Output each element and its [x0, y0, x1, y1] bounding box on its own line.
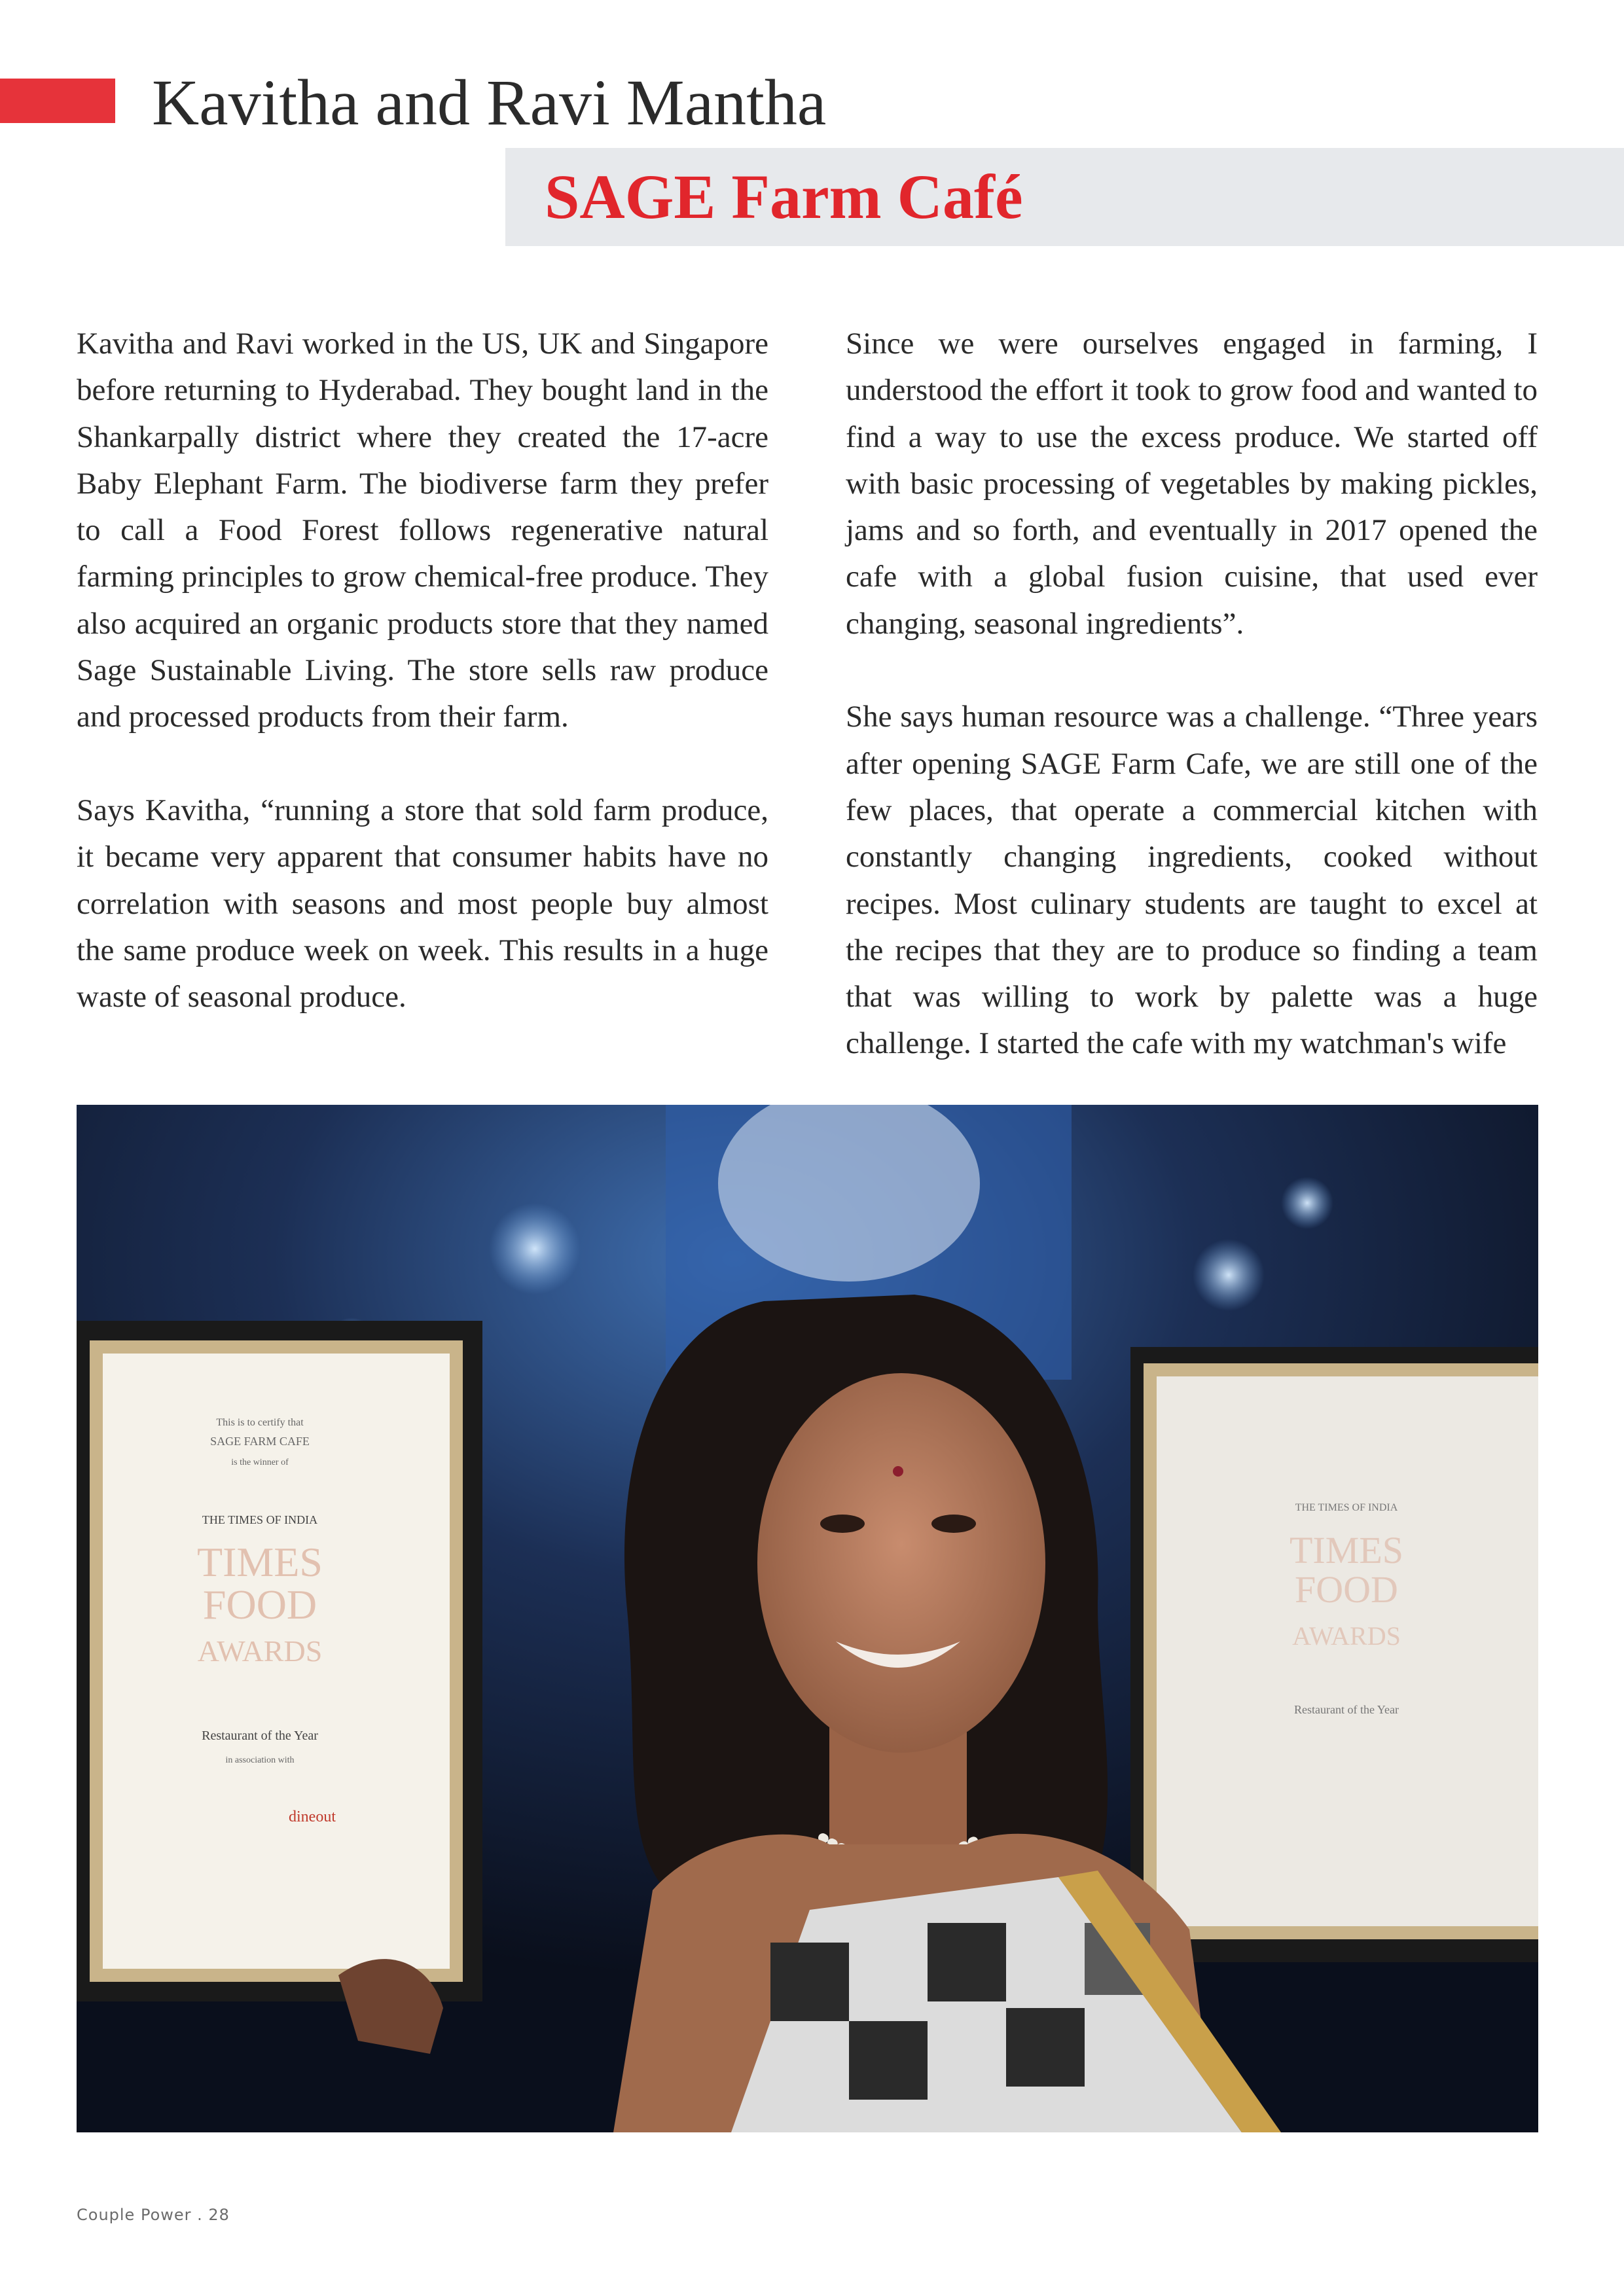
paragraph: Says Kavitha, “running a store that sold farm produce, it became very apparent that consumer habits have no correlation with seasons and most people buy almost the same produce week on week. This results in a huge waste of seasonal produce.: [77, 793, 768, 1014]
certificate-text: SAGE FARM CAFE: [210, 1435, 310, 1448]
bokeh-light: [1281, 1177, 1333, 1229]
certificate-award: AWARDS: [197, 1634, 323, 1668]
certificate-award: AWARDS: [1292, 1621, 1401, 1651]
red-accent-bar: [0, 79, 115, 123]
certificate-frame-left: [77, 1321, 482, 2001]
certificate-award: FOOD: [202, 1581, 317, 1628]
certificate-text: is the winner of: [231, 1458, 289, 1467]
bindi: [893, 1466, 903, 1477]
paragraph: Since we were ourselves engaged in farming, I understood the effort it took to grow food and wanted to find a way to use the excess produce. We started off with basic processing of vegetables by making pickles, jams and so forth, and eventually in 2017 opened the cafe with a global fusion cuisine, that used ever changing, seasonal ingredients”.: [846, 327, 1538, 641]
certificate-publisher: THE TIMES OF INDIA: [1295, 1502, 1398, 1513]
article-subtitle: SAGE Farm Café: [545, 162, 1023, 232]
certificate-text: in association with: [225, 1755, 295, 1765]
right-column: [846, 321, 1538, 1067]
certificate-category: Restaurant of the Year: [202, 1729, 318, 1743]
certificate-award: FOOD: [1295, 1568, 1398, 1611]
bokeh-light: [489, 1203, 581, 1295]
left-column: [77, 321, 768, 1020]
certificate-frame-right: [1130, 1347, 1538, 1962]
certificate-text: This is to certify that: [216, 1417, 304, 1428]
certificate-category: Restaurant of the Year: [1294, 1703, 1399, 1716]
certificate-award: TIMES: [197, 1539, 323, 1585]
subtitle-band: [505, 148, 1624, 246]
eye: [820, 1515, 865, 1533]
sponsor-logo: dineout: [289, 1808, 336, 1825]
article-photo: [77, 1105, 1538, 2132]
paragraph: Kavitha and Ravi worked in the US, UK and Singapore before returning to Hyderabad. They bought land in the Shankarpally district where they created the 17-acre Baby Elephant Farm. The biodiverse farm they prefer to call a Food Forest follows regenerative natural farming principles to grow chemical-free produce. They also acquired an organic products store that they named Sage Sustainable Living. The store sells raw produce and processed products from their farm.: [77, 327, 768, 734]
page-footer: Couple Power . 28: [77, 2206, 230, 2224]
certificate-publisher: THE TIMES OF INDIA: [202, 1513, 318, 1526]
certificate-award: TIMES: [1290, 1529, 1403, 1571]
photo-illustration: [77, 1105, 1538, 2132]
eye: [931, 1515, 976, 1533]
paragraph: She says human resource was a challenge. “Three years after opening SAGE Farm Cafe, we are still one of the few places, that operate a commercial kitchen with constantly changing ingredients, cooked without recipes. Most culinary students are taught to excel at the recipes that they are to produce so finding a team that was willing to work by palette was a huge challenge. I started the cafe with my watchman's wife: [846, 700, 1538, 1061]
article-title: Kavitha and Ravi Mantha: [152, 66, 827, 139]
face: [757, 1373, 1045, 1753]
bokeh-light: [1193, 1239, 1265, 1311]
